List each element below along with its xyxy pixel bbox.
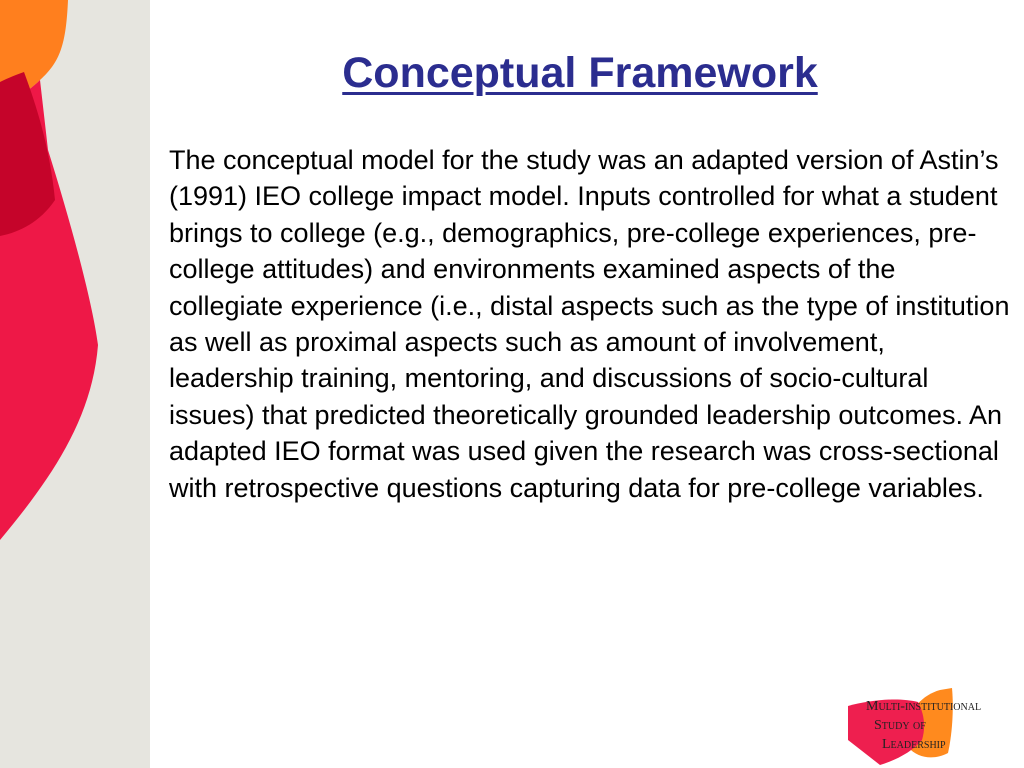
logo-wordmark bbox=[866, 697, 981, 754]
slide-title: Conceptual Framework bbox=[342, 49, 818, 97]
slide-body-text: The conceptual model for the study was an adapted version of Astin’s (1991) IEO college impact model. Inputs controlled for what a student brings to college (e.g., demographics, pre-college experiences, pre-college attitudes) and environments examined aspects of the collegiate experience (i.e., distal aspects such as the type of institution as well as proximal aspects such as amount of involvement, leadership training, mentoring, and discussions of socio-cultural issues) that predicted theoretically grounded leadership outcomes. An adapted IEO format was used given the research was cross-sectional with retrospective questions capturing data for pre-college variables. bbox=[169, 145, 1010, 503]
logo-line-1: Multi-institutional bbox=[866, 699, 982, 714]
decorative-side-panel bbox=[0, 0, 150, 768]
mil-logo bbox=[840, 685, 1024, 768]
decorative-swoosh-graphic bbox=[0, 0, 150, 768]
logo-line-2: Study of bbox=[874, 718, 926, 733]
logo-line-3: Leadership bbox=[882, 737, 946, 752]
